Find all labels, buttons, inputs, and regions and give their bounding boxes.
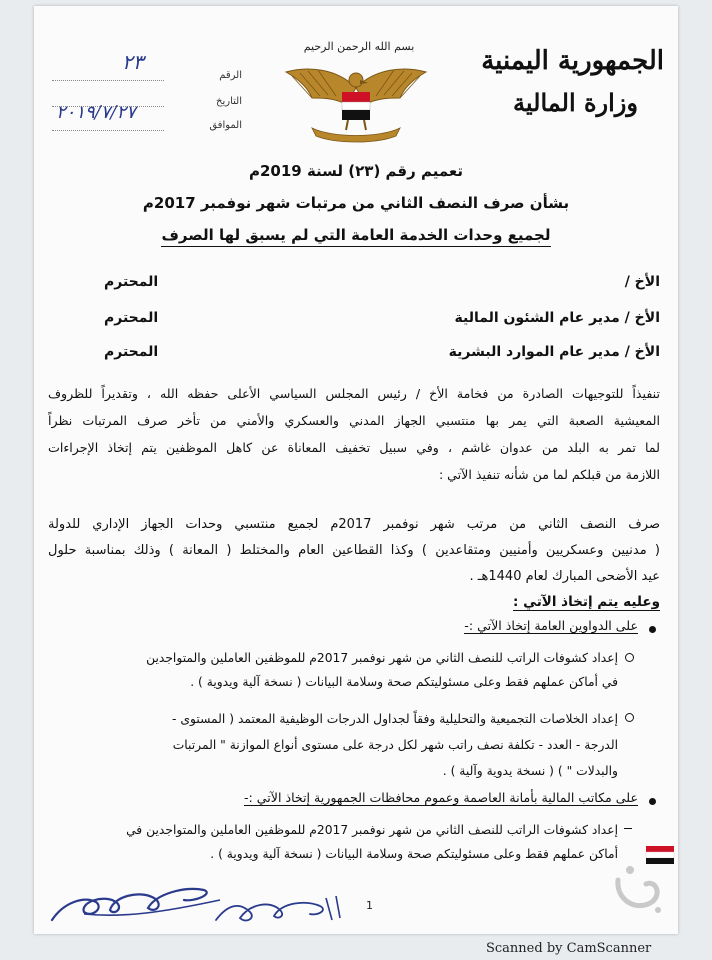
corresponding-value: ٢٠١٩/٧/٢٧ [56,102,136,123]
second-signature-icon [210,890,360,930]
section1-item1 [58,646,618,694]
bullet-icon [649,626,656,633]
item-line: إعداد كشوفات الراتب للنصف الثاني من شهر نوفمبر 2017م للموظفين العاملين والمتواجدين [146,651,618,665]
number-value: ٢٣ [122,50,144,74]
respect-2: المحترم [104,310,159,326]
body-line: ( مدنيين وعسكريين وأمنيين ومتقاعدين ) وكذا القطاعين العام والمختلط ( المعانة ) وذلك بمناسبة حلول [48,543,660,558]
scope-title [34,226,678,244]
circular-title: تعميم رقم (٢٣) لسنة 2019م [248,162,464,180]
item-line: إعداد الخلاصات التجميعية والتحليلية وفقاً لجداول الدرجات الوظيفية المعتمد ( المستوى - [172,712,618,726]
item-line: أماكن عملهم فقط وعلى مسئوليتكم صحة وسلامة البيانات ( نسخة آلية ويدوية ) . [210,847,618,861]
document-page [34,6,678,934]
ministry-name: وزارة المالية [513,88,638,117]
action-heading [513,594,660,610]
body-paragraph [48,512,660,590]
eagle-emblem-icon [282,58,430,150]
body-line: صرف النصف الثاني من مرتب شهر نوفمبر 2017م لجميع منتسبي وحدات الجهاز الإداري للدولة [48,517,660,532]
corresponding-label: الموافق [209,120,242,131]
number-label: الرقم [219,70,242,81]
intro-line: المعيشية الصعبة التي يمر بها منتسبي الجهاز المدني والعسكري والأمني من تأخر صرف المرتبات نظراً [48,413,660,428]
body-line: عيد الأضحى المبارك لعام 1440هـ . [469,569,660,584]
section2-heading [244,790,638,805]
scope-title-text: لجميع وحدات الخدمة العامة التي لم يسبق لها الصرف [161,226,550,247]
corresponding-line [52,130,164,131]
addressee-3: الأخ / مدير عام الموارد البشرية [448,344,660,360]
section1-heading-text: على الدواوين العامة إتخاذ الآتي :- [464,618,638,633]
addressee-2: الأخ / مدير عام الشئون المالية [454,310,660,326]
respect-3: المحترم [104,344,159,360]
circle-bullet-icon [625,713,634,722]
page-number: 1 [366,899,373,912]
item-line: في أماكن عملهم فقط وعلى مسئوليتكم صحة وسلامة البيانات ( نسخة آلية ويدوية ) . [190,675,618,689]
item-line: إعداد كشوفات الراتب للنصف الثاني من شهر نوفمبر 2017م للموظفين العاملين والمتواجدين في [126,823,618,837]
section2-item1 [38,818,618,866]
signature-icon [44,872,234,928]
date-label: التاريخ [216,96,242,107]
intro-line: اللازمة من قبلكم لما من شأنه تنفيذ الآتي : [438,467,660,482]
bullet-icon [649,798,656,805]
section1-item2 [48,706,618,784]
intro-line: لما تمر به البلد من عدوان غاشم ، وفي سبيل تخفيف المعاناة عن كاهل الموظفين يتم إتخاذ الإجراءات [48,440,660,455]
addressee-1: الأخ / [624,274,660,290]
basmala: بسم الله الرحمن الرحيم [303,40,415,53]
watermark-logo-icon [606,840,676,922]
respect-1: المحترم [104,274,159,290]
intro-line: تنفيذاً للتوجيهات الصادرة من فخامة الأخ / رئيس المجلس السياسي الأعلى حفظه الله ، وتقديراً للظروف [48,386,660,401]
dash-bullet-icon [624,828,632,829]
circle-bullet-icon [625,653,634,662]
item-line: والبدلات " ) ( نسخة يدوية وآلية ) . [442,764,618,778]
item-line: الدرجة - العدد - تكلفة نصف راتب شهر لكل درجة على مستوى أنواع الموازنة " المرتبات [172,738,618,752]
subject-title: بشأن صرف النصف الثاني من مرتبات شهر نوفمبر 2017م [142,194,570,212]
section1-heading [464,618,638,633]
number-line [52,80,164,81]
country-name: الجمهورية اليمنية [481,46,664,76]
action-heading-text: وعليه يتم إتخاذ الآتي : [512,594,660,610]
section2-heading-text: على مكاتب المالية بأمانة العاصمة وعموم محافظات الجمهورية إتخاذ الآتي :- [243,790,638,805]
intro-paragraph [48,380,660,488]
scanner-watermark: Scanned by CamScanner [486,941,652,956]
